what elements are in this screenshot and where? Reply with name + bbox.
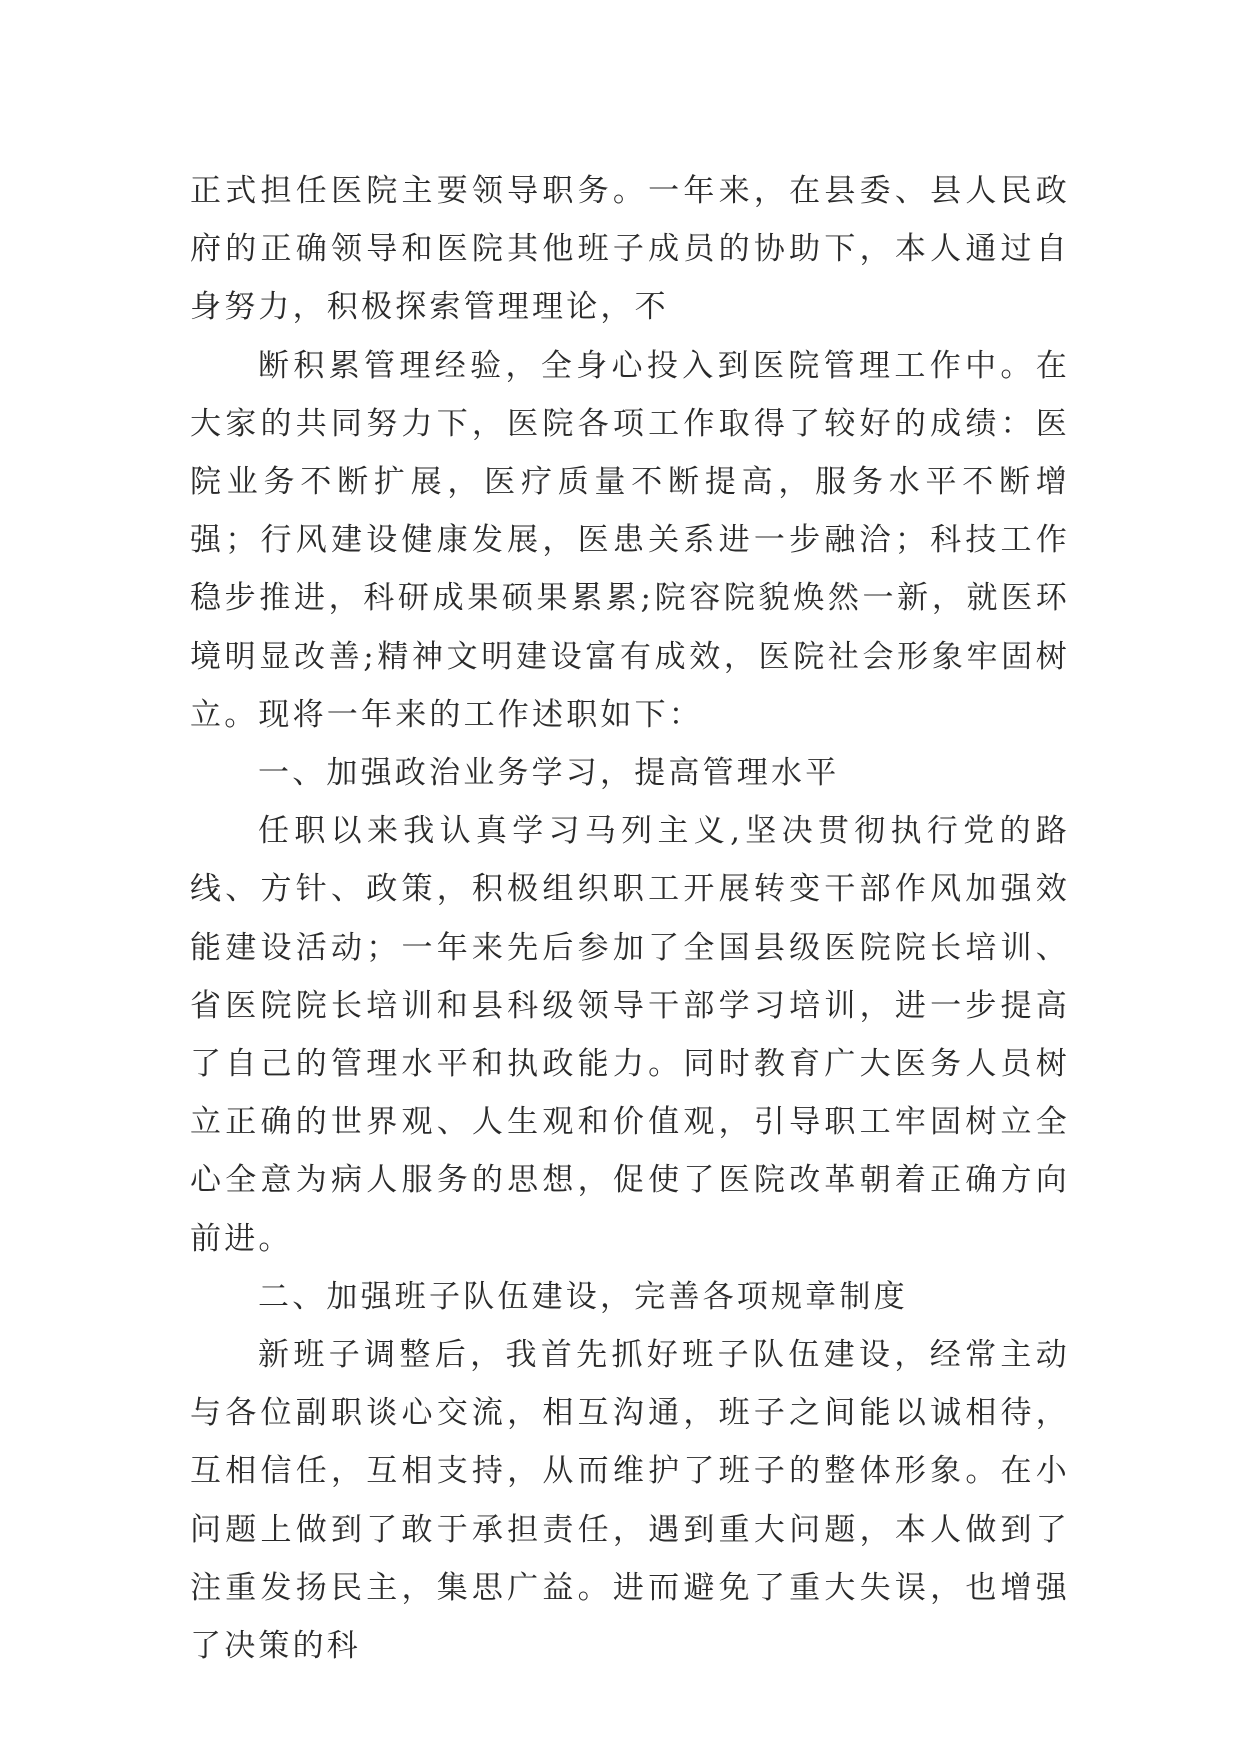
- document-body: [190, 162, 1070, 1675]
- paragraph-intro-continued: 正式担任医院主要领导职务。一年来，在县委、县人民政府的正确领导和医院其他班子成员的协助下，本人通过自身努力，积极探索管理理论，不: [190, 173, 1070, 326]
- section-heading-1: 一、加强政治业务学习，提高管理水平: [258, 755, 840, 792]
- section-heading-2: 二、加强班子队伍建设，完善各项规章制度: [258, 1278, 908, 1315]
- paragraph-achievements: 断积累管理经验，全身心投入到医院管理工作中。在大家的共同努力下，医院各项工作取得了较好的成绩：医院业务不断扩展，医疗质量不断提高，服务水平不断增强；行风建设健康发展，医患关系进一步融洽；科技工作稳步推进，科研成果硕果累累;院容院貌焕然一新，就医环境明显改善;精神文明建设富有成效，医院社会形象牢固树立。现将一年来的工作述职如下：: [190, 347, 1070, 733]
- paragraph-team-building: 新班子调整后，我首先抓好班子队伍建设，经常主动与各位副职谈心交流，相互沟通，班子之间能以诚相待，互相信任，互相支持，从而维护了班子的整体形象。在小问题上做到了敢于承担责任，遇到重大问题，本人做到了注重发扬民主，集思广益。进而避免了重大失误，也增强了决策的科: [190, 1337, 1070, 1665]
- paragraph-political-study: 任职以来我认真学习马列主义,坚决贯彻执行党的路线、方针、政策，积极组织职工开展转变干部作风加强效能建设活动；一年来先后参加了全国县级医院院长培训、省医院院长培训和县科级领导干部学习培训，进一步提高了自己的管理水平和执政能力。同时教育广大医务人员树立正确的世界观、人生观和价值观，引导职工牢固树立全心全意为病人服务的思想，促使了医院改革朝着正确方向前进。: [190, 813, 1070, 1257]
